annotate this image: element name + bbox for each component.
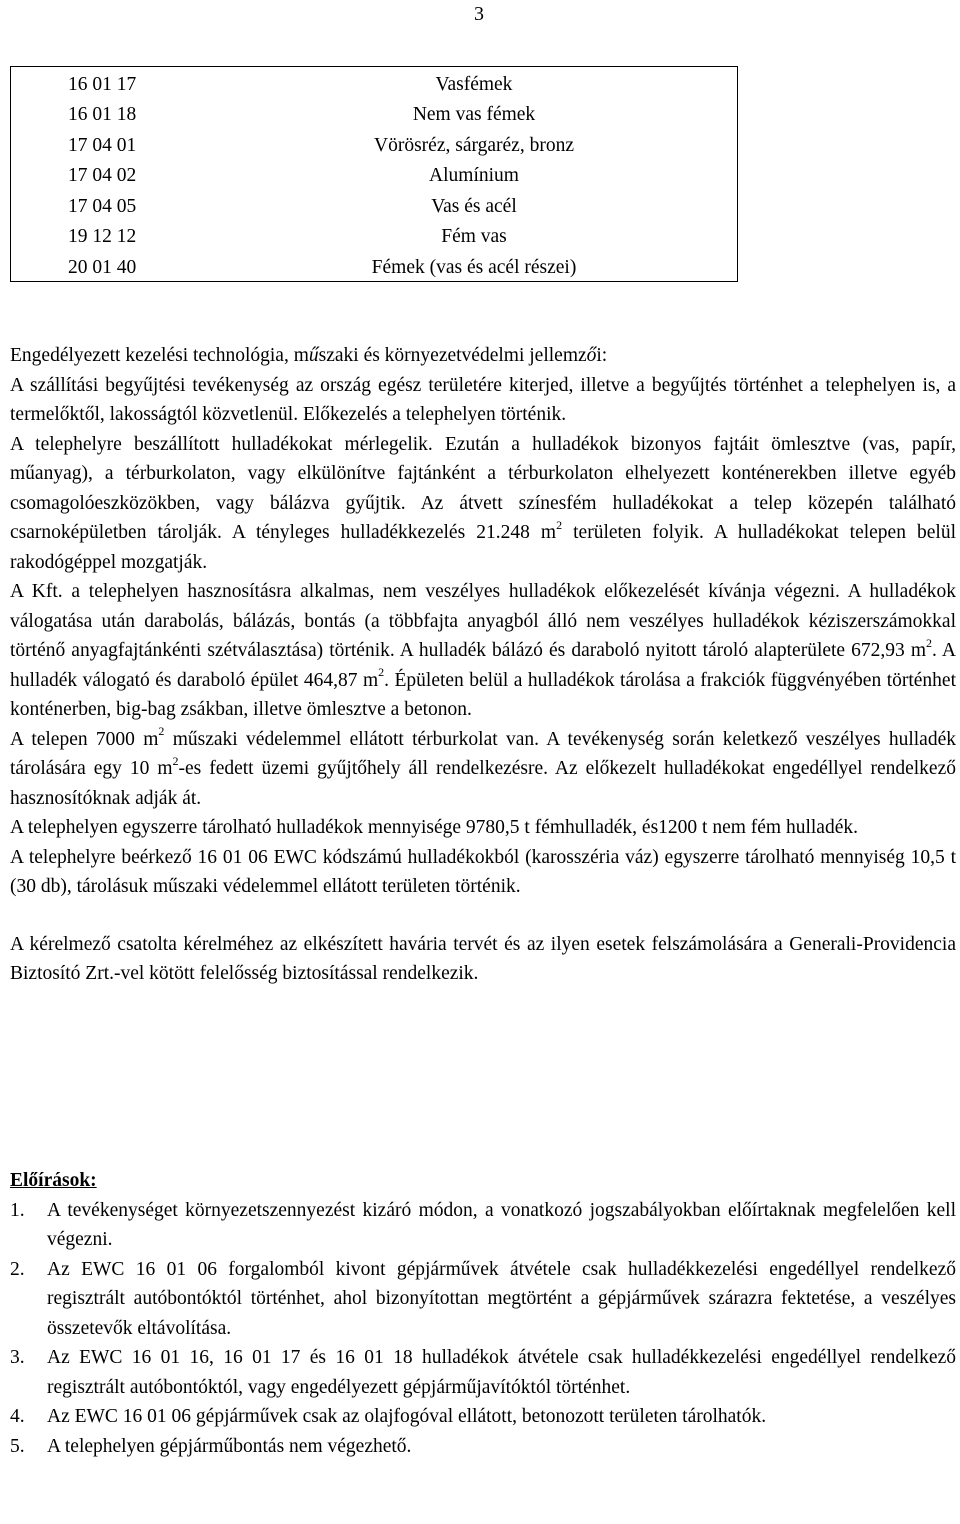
heading-part: szaki és környezetvédelmi jellemz	[318, 345, 587, 366]
waste-name: Vasfémek	[435, 73, 513, 95]
paragraph-collection: A szállítási begyűjtési tevékenység az ország egész területére kiterjed, illetve a begyűjtés történhet a telephelyen is, a termelőktől, lakosságtól közvetlenül. Előkezelés a telephelyen történik.	[10, 374, 956, 425]
waste-code: 17 04 05	[68, 195, 137, 217]
text-span: A Kft. a telephelyen hasznosításra alkalmas, nem veszélyes hulladékok előkezelését kívánja végezni. A hulladékok válogatása után darabolás, bálázás, bontás (a többfajta anyagból álló nem veszélyes hulladékok kéziszerszámokkal történő anyagfajtánkénti szétválasztása) történik. A hulladék bálázó és daraboló nyitott tároló alapterülete 672,93 m	[10, 581, 956, 661]
waste-code: 17 04 02	[68, 165, 137, 186]
paragraph-capacity: A telephelyen egyszerre tárolható hulladékok mennyisége 9780,5 t fémhulladék, és1200 t nem fém hulladék.	[10, 817, 858, 838]
list-number: 3.	[10, 1347, 25, 1368]
text-span: műszaki védelemmel ellátott térburkolat van. A tevékenység során keletkező veszélyes hulladék tárolására egy 10 m	[10, 728, 956, 779]
table-row	[11, 130, 737, 161]
heading-part: Engedélyezett kezelési technológia, m	[10, 345, 309, 366]
technology-section	[10, 341, 956, 989]
paragraph-vehicles: A telephelyre beérkező 16 01 06 EWC kódszámú hulladékokból (karosszéria váz) egyszerre tárolható mennyiség 10,5 t (30 db), tárolásuk műszaki védelemmel ellátott területen történik.	[10, 846, 956, 897]
text-span: A telephelyre beszállított hulladékokat mérlegelik. Ezután a hulladékok bizonyos fajtáit ömlesztve (vas, papír, műanyag), a térburkolaton, vagy elkülönítve fajtánként a térburkolaton elhelyezett konténerekben illetve egyéb csomagolóeszközökben, vagy bálázva gyűjtik. Az átvett színesfém hulladékokat a telep közepén található csarnoképületben tárolják. A tényleges hulladékkezelés 21.248 m	[10, 433, 956, 543]
list-number: 4.	[10, 1406, 25, 1427]
list-number: 1.	[10, 1199, 25, 1221]
technology-heading	[10, 341, 956, 371]
heading-part: ű	[308, 345, 319, 366]
heading-part: ő	[586, 345, 597, 366]
page-number: 3	[474, 3, 484, 25]
text-span: . A hulladék válogató és daraboló épület 464,87 m	[10, 640, 956, 691]
table-row	[11, 252, 737, 283]
text-span: . Épületen belül a hulladékok tárolása a frakciók függvényében történhet konténerben, big-bag zsákban, illetve ömlesztve a betonon.	[10, 669, 956, 720]
paragraph-processing	[10, 430, 956, 578]
waste-code: 16 01 17	[68, 73, 137, 95]
list-text: A tevékenységet környezetszennyezést kizáró módon, a vonatkozó jogszabályokban előírtaknak megfelelően kell végezni.	[47, 1199, 956, 1250]
list-item	[10, 1432, 956, 1462]
waste-name: Nem vas fémek	[412, 104, 536, 125]
waste-code: 19 12 12	[68, 226, 137, 247]
superscript: 2	[926, 635, 933, 650]
list-text: Az EWC 16 01 06 gépjárművek csak az olajfogóval ellátott, betonozott területen tárolhatók.	[47, 1406, 767, 1427]
rules-section	[10, 1166, 956, 1461]
list-item	[10, 1402, 956, 1432]
list-item	[10, 1343, 956, 1402]
table-row	[11, 100, 737, 131]
heading-part: i:	[596, 345, 608, 366]
table-row	[11, 191, 737, 222]
superscript: 2	[158, 724, 165, 738]
rules-heading: Előírások:	[10, 1170, 97, 1191]
text-span: A telepen 7000 m	[10, 728, 159, 750]
superscript: 2	[378, 665, 385, 679]
table-row	[11, 69, 737, 100]
waste-name: Vas és acél	[431, 195, 517, 217]
list-number: 5.	[10, 1435, 25, 1457]
superscript: 2	[172, 753, 179, 768]
list-text: Az EWC 16 01 06 forgalomból kivont gépjárművek átvétele csak hulladékkezelési engedéllyel rendelkező regisztrált autóbontóktól történhet, ahol bizonyítottan megtörtént a gépjárművek szárazra fektetése, a veszélyes összetevők eltávolítása.	[47, 1258, 956, 1339]
waste-code-table	[10, 66, 738, 282]
waste-code: 20 01 40	[68, 256, 137, 278]
list-item	[10, 1255, 956, 1344]
table-row	[11, 222, 737, 253]
waste-name: Alumínium	[429, 165, 519, 186]
text-span: területen folyik. A hulladékokat telepen belül rakodógéppel mozgatják.	[10, 522, 956, 573]
list-number: 2.	[10, 1258, 25, 1280]
paragraph-pretreatment	[10, 577, 956, 725]
waste-name: Fémek (vas és acél részei)	[371, 256, 577, 278]
superscript: 2	[556, 517, 563, 532]
waste-code: 16 01 18	[68, 104, 137, 125]
list-item	[10, 1196, 956, 1255]
table-row	[11, 161, 737, 192]
waste-name: Fém vas	[441, 226, 507, 247]
paragraph-insurance: A kérelmező csatolta kérelméhez az elkészített havária tervét és az ilyen esetek felszámolására a Generali-Providencia Biztosító Zrt.-vel kötött felelősség biztosítással rendelkezik.	[10, 933, 956, 984]
paragraph-storage-area	[10, 725, 956, 814]
list-text: Az EWC 16 01 16, 16 01 17 és 16 01 18 hulladékok átvétele csak hulladékkezelési engedéllyel rendelkező regisztrált autóbontóktól, vagy engedélyezett gépjárműjavítóktól történhet.	[47, 1347, 956, 1398]
waste-code: 17 04 01	[68, 134, 137, 156]
list-text: A telephelyen gépjárműbontás nem végezhető.	[47, 1435, 412, 1457]
waste-name: Vörösréz, sárgaréz, bronz	[374, 134, 574, 156]
text-span: -es fedett üzemi gyűjtőhely áll rendelkezésre. Az előkezelt hulladékokat engedéllyel rendelkező hasznosítóknak adják át.	[10, 758, 956, 809]
